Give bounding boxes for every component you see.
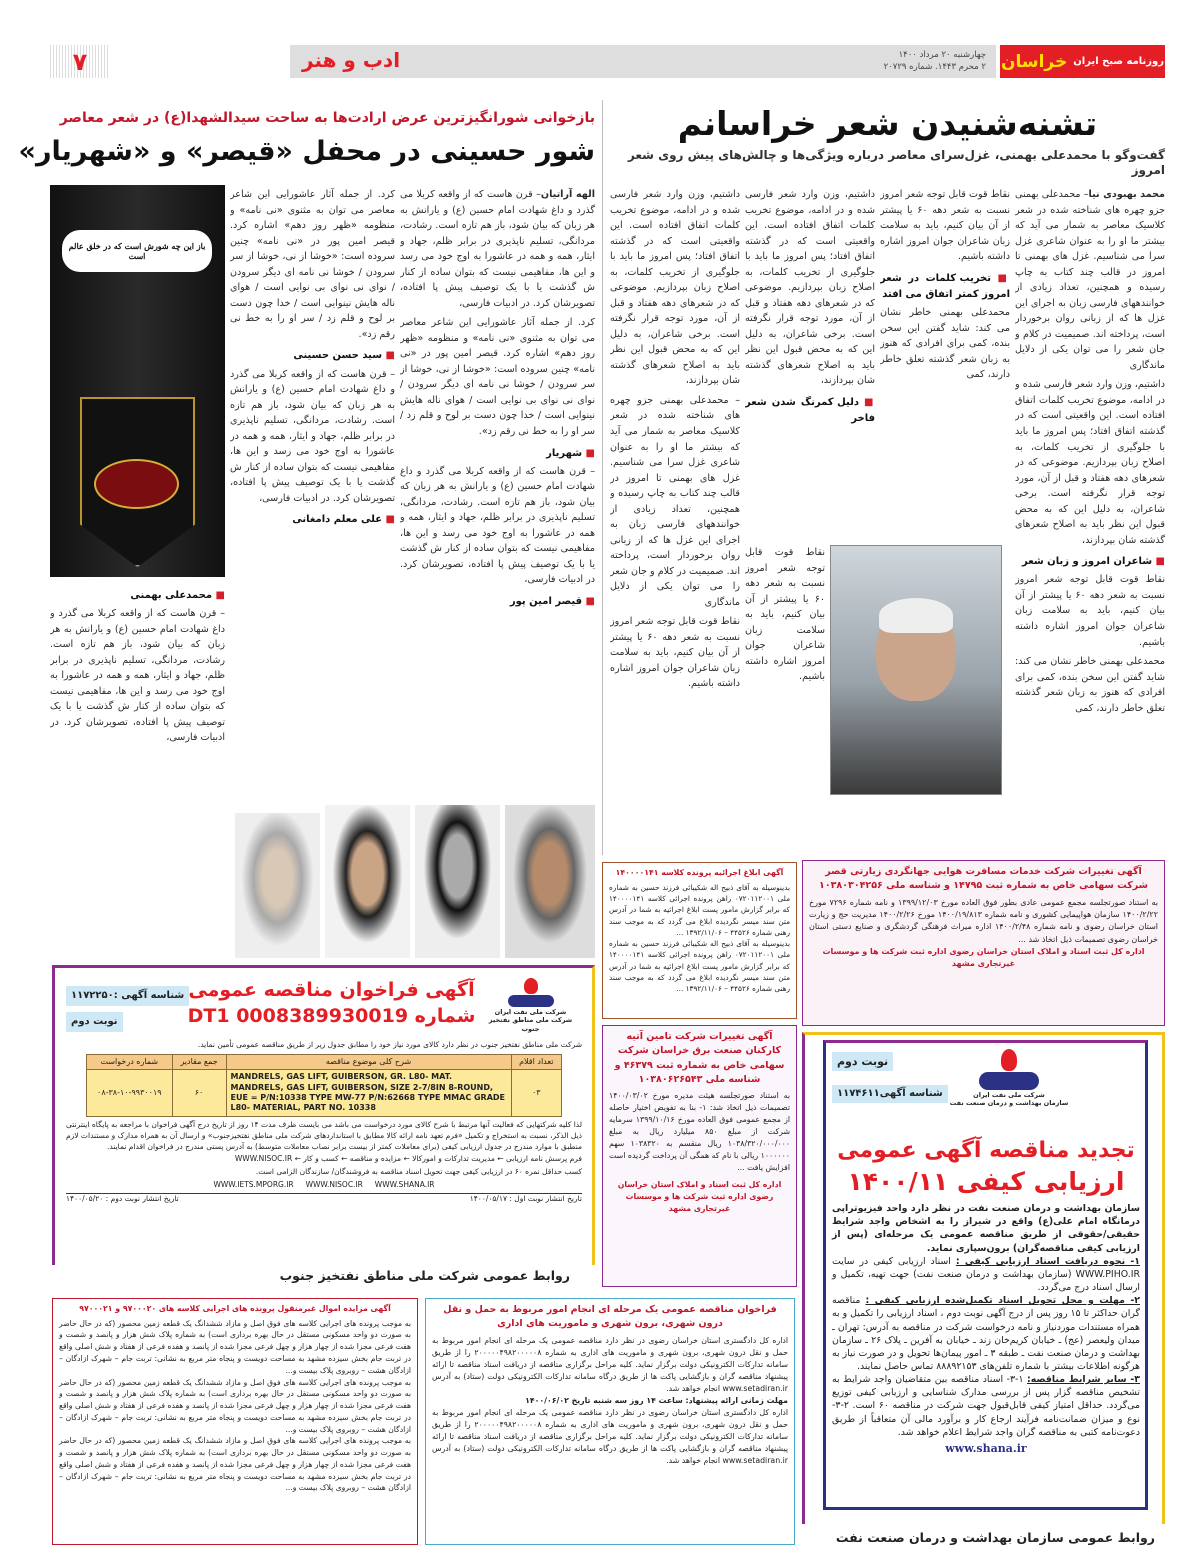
subheading: ■ دلیل کمرنگ شدن شعر فاخر xyxy=(745,395,875,427)
subheading: ■ قیصر امین پور xyxy=(400,594,595,610)
byline: محمد بهبودی نیا xyxy=(1088,189,1165,200)
ad-intro: شرکت ملی مناطق نفتخیز جنوب در نظر دارد کالای مورد نیاز خود را مطابق جدول زیر از طریق مناقصه عمومی تأمین نماید. xyxy=(197,1040,582,1049)
paragraph: نقاط قوت قابل توجه شعر امروز نسبت به شعر دهه ۶۰ یا پیشتر از آن بیان کنیم، باید به سلامت زبان شاعران جوان امروز اشاره داشته باشیم. xyxy=(745,547,825,683)
ad-websites[interactable]: WWW.IETS.MPORG.IR WWW.NISOC.IR WWW.SHANA.IR xyxy=(213,1180,435,1190)
paragraph: نقاط قوت قابل توجه شعر امروز نسبت به شعر دهه ۶۰ یا پیشتر از آن بیان کنیم، باید به سلامت زبان شاعران جوان امروز اشاره داشته باشیم. xyxy=(880,189,1010,263)
right-article-col4 xyxy=(610,187,740,855)
ad-id-badge: شناسه آگهی۱۱۷۴۶۱۱ xyxy=(832,1085,948,1103)
byline: الهه آراتیان xyxy=(540,189,595,200)
logo-text: خراسان xyxy=(1000,51,1068,72)
piho-tender-ad xyxy=(826,1043,1146,1507)
nisoc-tender-ad xyxy=(60,972,588,1264)
table-header: جمع مقادیر xyxy=(172,1054,226,1069)
left-article-col1 xyxy=(400,187,595,795)
ad-title: فراخوان مناقصه عمومی یک مرحله ای انجام امور مربوط به حمل و نقل درون شهری، برون شهری و ماموریت های اداری xyxy=(443,1304,777,1330)
paragraph: محمدعلی بهمنی خاطر نشان می کند: شاید گفتن این سخن بنده، کمی برای افرادی که هنوز به زبان شعر گذشته تعلق خاطر دارند، کمی xyxy=(880,307,1010,381)
ad-body: به موجب پرونده های اجرایی کلاسه های فوق اصل و مازاد ششدانگ یک قطعه زمین محصور (که در حال حاضر به صورت دو واحد مسکونی مستقل در حال بهره برداری است) به شماره پلاک شش هزار و پانصد و شصت و هفت فرعی مجزا شده از چهار هزار و چهل فرعی مجزا شده از پانصد و هفده فرعی از هفتاد و شش اصلی واقع در تربت جام بخش سیزده مشهد به مساحت دویست و پنجاه متر مربع به نشانی: تربت جام – شهرک ازادگان – ازادگان هشت – روبروی پلاک بیست و... xyxy=(59,1377,411,1434)
table-header: شماره درخواست xyxy=(87,1054,173,1069)
ad-body: به موجب پرونده های اجرایی کلاسه های فوق اصل و مازاد ششدانگ یک قطعه زمین محصور (که در حال حاضر به صورت دو واحد مسکونی مستقل در حال بهره برداری است) به شماره پلاک شش هزار و پانصد و شصت و هفت فرعی مجزا شده از چهار هزار و چهل فرعی مجزا شده از پانصد و هفده فرعی از هفتاد و شش اصلی واقع در تربت جام بخش سیزده مشهد به مساحت دویست و پنجاه متر مربع به نشانی: تربت جام – شهرک ازادگان – ازادگان هشت – روبروی پلاک بیست و... xyxy=(59,1436,411,1493)
subheading: ■ سید حسن حسینی xyxy=(230,348,395,364)
ad-body: مناقصه گران حداکثر تا ۱۵ روز پس از درج آگهی نوبت دوم ، اسناد ارزیابی را تکمیل و به همراه مستندات موردنیاز و نامه درخواست شرکت در مناقصه به آدرس: تهران ـ میدان ولیعصر (عج) ـ خیابان کریم‌خان زند ـ خیابان به آفرین ـ پلاک ۲۶ ـ سازمان بهداشت و درمان صنعت نفت ـ طبقه ۳ ـ امور پیمان‌ها تحویل و در صورت نیاز به هرگونه اطلاعات بیشتر با شماره تلفن‌های ۸۸۸۹۲۱۵۳ تماس حاصل نمایند. xyxy=(832,1295,1140,1372)
nisoc-ad-footer: روابط عمومی شرکت ملی مناطق نفتخیز جنوب xyxy=(279,1268,570,1283)
ad-path: فرم پرسش نامه ارزیابی ← مدیریت تدارکات و امورکالا ← مزایده و مناقصه ← کسب و کار ← WWW.NISOC.IR xyxy=(234,1154,582,1164)
ad-body: بدینوسیله به آقای ذبیح اله شکیبائی فرزند حسین به شماره ملی ۰۷۲۰۱۱۲۰۰۱ راهن پرونده اجرائی کلاسه ۱۴۰۰۰۰۱۴۱ که برابر گزارش مامور پست ابلاغ اجرائیه به شما در آدرس متن سند میسر نگردیده ابلاغ می گردد که به موجب سند رهنی شماره ۴۴۵۲۶ – ۱۳۹۲/۱۱/۰۶ ... xyxy=(609,882,790,937)
table-cell: ۰۳ xyxy=(511,1070,561,1117)
section-title: ادب و هنر xyxy=(302,48,401,72)
right-article-subtitle: گفت‌وگو با محمدعلی بهمنی، غزل‌سرای معاصر درباره ویژگی‌ها و چالش‌های پیش روی شعر امروز xyxy=(627,148,1165,177)
paragraph: – محمدعلی بهمنی جزو چهره های شناخته شده در شعر کلاسیک معاصر به شمار می آید که بیشتر ما او را به عنوان شاعری غزل سرا می شناسیم. غزل های بهمنی تا امروز در قالب چند کتاب به چاپ رسیده و همچنین، تعداد زیادی از خوانندههای فارسی زبان به اجرای این غزل ها که از زبانی روان برخوردار است، پرداخته اند. صمیمیت در کلام و جان شعر را می توان یکی از دلایل ماندگاری xyxy=(610,394,740,608)
poet-photo xyxy=(415,805,500,958)
dadgostari-tender-ad xyxy=(425,1298,795,1545)
logo-caption: شرکت ملی نفت ایران xyxy=(494,1008,567,1016)
tender-number: شماره 0008389930019 DT1 xyxy=(187,1004,476,1027)
table-header: تعداد اقلام xyxy=(511,1054,561,1069)
logo-caption: شرکت ملی مناطق نفتخیز جنوب xyxy=(488,1016,573,1033)
paragraph: محمدعلی بهمنی خاطر نشان می کند: شاید گفتن این سخن بنده، کمی برای افرادی که هنوز به زبان شعر گذشته تعلق خاطر دارند، کمی xyxy=(1015,656,1165,714)
ad-round-badge: نوبت دوم xyxy=(66,1012,123,1032)
right-article-col2 xyxy=(880,187,1010,540)
ad-body: اداره کل دادگستری استان خراسان رضوی در نظر دارد مناقصه عمومی یک مرحله ای انجام امور مربوط به حمل و نقل درون شهری، برون شهری و ماموریت های اداری به شماره ۲۰۰۰۰۰۴۹۸۲۰۰۰۰۰۸ را از طریق سامانه تدارکات الکترونیکی دولت برگزار نماید. کلیه مراحل برگزاری مناقصه از دریافت اسناد مناقصه تا ارائه پیشنهاد مناقصه گران و بازگشایی پاکت ها از طریق درگاه سامانه تدارکات الکترونیکی دولت (ستاد) به آدرس www.setadiran.ir انجام خواهد شد. xyxy=(432,1407,788,1466)
ad-body: کسب حداقل نمره ۶۰ در ارزیابی کیفی جهت تحویل اسناد مناقصه به فروشندگان/ سازندگان الزامی است. xyxy=(255,1167,582,1177)
ad-body: بدینوسیله به آقای ذبیح اله شکیبائی فرزند حسین به شماره ملی ۰۷۲۰۱۱۲۰۰۱ راهن پرونده اجرائی کلاسه ۱۴۰۰۰۰۱۴۱ که برابر گزارش مامور پست ابلاغ اجرائیه به شما در آدرس متن سند میسر نگردیده ابلاغ می گردد که به موجب سند رهنی شماره ۴۴۵۲۶ – ۱۳۹۲/۱۱/۰۶ ... xyxy=(609,939,790,994)
ad-title-number: ارزیابی کیفی ۱۴۰۰/۱۱ xyxy=(847,1166,1125,1196)
nioc-logo xyxy=(483,978,578,1033)
newspaper-logo xyxy=(1000,45,1165,78)
paragraph: – قرن هاست که از واقعه کربلا می گذرد و داغ شهادت امام حسین (ع) و یارانش به هر زبان که بیان شود، باز هم تازه است. رشادت، مردانگی، تسلیم ناپذیری در برابر ظلم، جهاد و ایثار، همه و همه در عاشورا به اوج خود می رسد و این ها، مفاهیمی نیست که بتوان ساده از کنار ش گذشت یا با یک توصیف پیش پا افتاده، تصویرشان کرد. در ادبیات فارسی، xyxy=(50,608,225,744)
ad-deadline: مهلت زمانی ارائه پیشنهاد: ساعت ۱۴ روز سه شنبه تاریخ ۱۴۰۰/۰۶/۰۲ xyxy=(525,1395,788,1405)
right-article-col3 xyxy=(745,187,875,540)
section-heading: ۳- سایر شرایط مناقصه: xyxy=(1027,1374,1141,1386)
paragraph: نقاط قوت قابل توجه شعر امروز نسبت به شعر دهه ۶۰ یا پیشتر از آن بیان کنیم، باید به سلامت زبان شاعران جوان امروز اشاره داشته باشیم. xyxy=(1015,574,1165,648)
header-bar xyxy=(290,45,996,78)
column-divider xyxy=(602,100,603,855)
ad-website[interactable]: www.shana.ir xyxy=(945,1441,1027,1455)
ad-title: آگهی تغییرات شرکت تامین آتیه کارکنان صنعت برق خراسان شرکت سهامی خاص به شماره ثبت ۴۶۳۷۹ و شناسه ملی ۱۰۳۸۰۶۲۶۵۴۳ xyxy=(614,1031,785,1085)
tender-table xyxy=(86,1054,562,1117)
ad-id-badge: شناسه آگهی :۱۱۷۲۲۵۰ xyxy=(66,986,189,1006)
left-article-col3 xyxy=(50,582,225,802)
table-cell: ۶۰ xyxy=(172,1070,226,1117)
flame-icon xyxy=(1001,1049,1017,1071)
poet-photo xyxy=(325,805,410,958)
subheading: ■ علی معلم دامغانی xyxy=(230,512,395,528)
left-article-title: شور حسینی در محفل «قیصر» و «شهریار» xyxy=(18,136,595,167)
left-article-col2 xyxy=(230,187,395,795)
ad-round-badge: نوبت دوم xyxy=(832,1052,893,1071)
flag-banner-icon xyxy=(80,397,195,567)
paragraph: داشتیم، وزن وارد شعر فارسی شده و در ادامه، موضوع تخریب کلمات اتفاق افتاده است. این واقعیتی است که در گذشته اتفاق افتاد؛ پس امروز ما باید با جلوگیری از تخریب کلمات، به اصلاح زبان بپردازیم. موضوعی که در شعرهای دهه هفتاد و قبل از آن، مورد توجه قرار نگرفته است. برخی شاعران، به دلیل این که به محض قبول این نظر باید به اصلاح شعرهای گذشته شان بپردازند، xyxy=(1015,379,1165,546)
company-changes-ad xyxy=(602,1025,797,1287)
ad-title: آگهی ابلاغ اجرائیه پرونده کلاسه ۱۴۰۰۰۰۱۴۱ xyxy=(615,868,784,877)
ad-subtitle: شرکت سهامی خاص به شماره ثبت ۱۴۷۹۵ و شناسه ملی ۱۰۳۸۰۳۰۴۲۵۶ xyxy=(819,880,1148,892)
right-article-col3-lower xyxy=(745,545,825,855)
paragraph: نقاط قوت قابل توجه شعر امروز نسبت به شعر دهه ۶۰ یا پیشتر از آن بیان کنیم، باید به سلامت زبان شاعران جوان امروز اشاره داشته باشیم. xyxy=(610,616,740,690)
auction-ad xyxy=(52,1298,418,1545)
issue-line: ۲ محرم ۱۴۴۳. شماره ۲۰۷۲۹ xyxy=(883,61,986,72)
section-heading: ۱- نحوه دریافت اسناد ارزیابی کیفی : xyxy=(955,1255,1140,1267)
ad-title: آگهی فراخوان مناقصه عمومی xyxy=(188,979,475,1001)
paragraph: – قرن هاست که از واقعه کربلا می گذرد و داغ شهادت امام حسین (ع) و یارانش به هر زبان که بیان شود، باز هم تازه است. رشادت، مردانگی، تسلیم ناپذیری در برابر ظلم، جهاد و ایثار، همه و همه در عاشورا به اوج خود می رسد و این ها، مفاهیمی نیست که بتوان ساده از کنار ش گذشت یا با یک توصیف پیش پا افتاده، تصویرشان کرد. در ادبیات فارسی، xyxy=(400,465,595,586)
ad-title: آگهی مزایده اموال غیرمنقول پرونده های اجرایی کلاسه های ۹۷۰۰۰۲۰ و ۹۷۰۰۰۲۱ xyxy=(79,1304,391,1313)
muharram-banner-image xyxy=(50,185,225,577)
subheading: ■ محمدعلی بهمنی xyxy=(50,588,225,604)
paragraph: داشتیم، وزن وارد شعر فارسی شده و در ادامه، موضوع تخریب کلمات اتفاق افتاده است. این واقعیتی است که در گذشته اتفاق افتاد؛ پس امروز ما باید با جلوگیری از تخریب کلمات، به اصلاح زبان بپردازیم. موضوعی که در شعرهای دهه هفتاد و قبل از آن، مورد توجه قرار نگرفته است. برخی شاعران، به دلیل این که به محض قبول این نظر باید به اصلاح شعرهای گذشته شان بپردازند، xyxy=(745,189,875,387)
ad-body: به موجب پرونده های اجرایی کلاسه های فوق اصل و مازاد ششدانگ یک قطعه زمین محصور (که در حال حاضر به صورت دو واحد مسکونی مستقل در حال بهره برداری است) به شماره پلاک شش هزار و پانصد و شصت و هفت فرعی مجزا شده از چهار هزار و چهل فرعی مجزا شده از پانصد و هفده فرعی از هفتاد و شش اصلی واقع در تربت جام بخش سیزده مشهد به مساحت دویست و پنجاه متر مربع به نشانی: تربت جام – شهرک ازادگان – ازادگان هشت – روبروی پلاک بیست و... xyxy=(59,1318,411,1375)
ad-footer: اداره کل ثبت اسناد و املاک استان خراسان رضوی اداره ثبت شرکت ها و موسسات غیرتجاری مشهد xyxy=(617,1179,782,1213)
poets-photo-strip xyxy=(235,805,595,958)
logo-caption: سازمان بهداشت و درمان صنعت نفت xyxy=(949,1099,1069,1108)
execution-notice-ad xyxy=(602,862,797,1019)
subheading: ■ شهریار xyxy=(400,446,595,462)
paragraph: – قرن هاست که از واقعه کربلا می گذرد و داغ شهادت امام حسین (ع) و یارانش به هر زبان که بیان شود، باز هم تازه است. رشادت، مردانگی، تسلیم ناپذیری در برابر ظلم، جهاد و ایثار، همه و همه در عاشورا به اوج خود می رسد و این ها، مفاهیمی نیست که بتوان ساده از کنار ش گذشت یا با یک توصیف پیش پا افتاده، تصویرشان کرد. در ادبیات فارسی، xyxy=(230,368,395,504)
qasr-company-ad xyxy=(802,860,1165,1026)
bahmani-portrait-photo xyxy=(830,545,1002,795)
ad-title: تجدید مناقصه آگهی عمومی xyxy=(837,1138,1135,1163)
paragraph: کرد. از جمله آثار عاشورایی این شاعر معاصر می توان به مثنوی «نی نامه» و منظومه «ظهر روز دهم» اشاره کرد. قیصر امین پور در «نی نامه» چنین سروده است: «خوشا از نی، خوشا از سر سرودن / خوشا نی نامه ای دیگر سرودن / نوای نی نوای بی نوایی است / هوای ناله هایش نینوایی است / خدا چون دست بر لوح و قلم زد / سر او را به خط نی رقم زد». xyxy=(400,317,595,437)
table-header: شرح کلی موضوع مناقصه xyxy=(226,1054,511,1069)
subheading: ■ تخریب کلمات در شعر امروز کمتر اتفاق می افتد xyxy=(880,271,1010,303)
banner-calligraphy: باز این چه شورش است که در خلق عالم است xyxy=(68,241,206,261)
ad-footer: اداره کل ثبت اسناد و املاک استان خراسان رضوی اداره ثبت شرکت ها و موسسات غیرتجاری مشهد xyxy=(822,947,1145,969)
publish-date: تاریخ انتشار نوبت دوم : ۱۴۰۰/۰۵/۲۰ xyxy=(66,1194,179,1204)
logo-subtitle: روزنامه صبح ایران xyxy=(1073,56,1165,67)
right-article-col1 xyxy=(1015,187,1165,855)
ad-body: به استناد صورتجلسه مجمع عمومی عادی بطور فوق العاده مورخ ۱۳۹۹/۱۲/۰۳ و نامه شماره ۷۲۹۶ مورخ ۱۴۰۰/۲/۲۲ سازمان هواپیمایی کشوری و نامه شماره ۱۴۰۰/۱۹/۸۱۳ مورخ ۱۴۰۰/۲/۲۶ مدیریت حج و زیارت استان خراسان رضوی و نامه شماره ۱۴۰۰/۲/۴۸ اداره میراث فرهنگی گردشگری و صنایع دستی استان خراسان رضوی تصمیمات ذیل اتخاذ شد ... xyxy=(809,897,1159,944)
ad-intro: سازمان بهداشت و درمان صنعت نفت در نظر دارد واحد فیزیوتراپی درمانگاه امام علی(ع) واقع در شیراز را به اشخاص واجد شرایط حقیقی/حقوقی از طریق مناقصه عمومی یک مرحله‌ای (پس از ارزیابی کیفی مناقصه‌گران) برون‌سپاری نماید. xyxy=(832,1203,1140,1254)
nioc-logo xyxy=(944,1049,1074,1108)
date-line: چهارشنبه ۲۰ مرداد ۱۴۰۰ xyxy=(898,50,986,60)
ad-body: ۱-۳- اسناد مناقصه بین متقاضیان واجد شرایط به تشخیص مناقصه گزار پس از بررسی مدارک شناسایی و ارزیابی کیفی توزیع می‌گردد. حداقل امتیاز کیفی قابل‌قبول جهت شرکت در مناقصه ۶۰ است. ۲-۳- نوع و میزان ضمانت‌نامه فرآیند ارجاع کار و برآورد مالی آن متعاقباً از طریق دعوت‌نامه کتبی به مناقصه گران واجد شرایط اعلام خواهد شد. xyxy=(832,1374,1140,1438)
subheading: ■ شاعران امروز و زبان شعر xyxy=(1015,554,1165,570)
table-cell: ۰۸-۳۸-۱۰-۹۹۳۰۰۱۹ xyxy=(87,1070,173,1117)
poet-photo xyxy=(235,813,320,958)
table-cell: MANDRELS, GAS LIFT, GUIBERSON, GR. L80- MAT. MANDRELS, GAS LIFT, GUIBERSON, SIZE 2-7/8IN 8-ROUND, EUE = P/N:10338 TYPE MW-77 P/N:62668 TYPE MMAC GRADE L80- MATERIAL, PART NO. 10338 xyxy=(226,1070,511,1117)
page-number: ۷ xyxy=(50,45,110,78)
ad-title: آگهی تغییرات شرکت خدمات مسافرت هوایی جهانگردی زیارتی قصر xyxy=(825,866,1142,877)
piho-ad-footer: روابط عمومی سازمان بهداشت و درمان صنعت نفت xyxy=(835,1530,1155,1545)
section-heading: ۲- مهلت و محل تحویل اسناد تکمیل‌شده ارزیابی کیفی : xyxy=(865,1295,1140,1307)
paragraph: – محمدعلی بهمنی جزو چهره های شناخته شده در شعر کلاسیک معاصر به شمار می آید که بیشتر ما او را به عنوان شاعری غزل سرا می شناسیم. غزل های بهمنی تا امروز در قالب چند کتاب به چاپ رسیده و همچنین، تعداد زیادی از خوانندههای فارسی زبان به اجرای این غزل ها که از زبانی روان برخوردار است، پرداخته اند. صمیمیت در کلام و جان شعر را می توان یکی از دلایل ماندگاری xyxy=(1015,189,1165,371)
right-article-title: تشنه‌شنیدن شعر خراسانم xyxy=(677,104,1098,143)
ad-body: اسناد ارزیابی کیفی در سایت WWW.PIHO.IR (سازمان بهداشت و درمان صنعت نفت) جهت تهیه، تکمیل و ارسال اسناد درج می‌گردد. xyxy=(832,1255,1140,1294)
paragraph: – قرن هاست که از واقعه کربلا می گذرد و داغ شهادت امام حسین (ع) و یارانش به هر زبان که بیان شود، باز هم تازه است. رشادت، مردانگی، تسلیم ناپذیری در برابر ظلم، جهاد و ایثار، همه و همه در عاشورا به اوج خود می رسد و این ها، مفاهیمی نیست که بتوان ساده از کنار ش گذشت یا با یک توصیف پیش پا افتاده، تصویرشان کرد. در ادبیات فارسی، xyxy=(400,189,595,309)
poet-photo xyxy=(505,805,595,958)
publish-date: تاریخ انتشار نوبت اول : ۱۴۰۰/۰۵/۱۷ xyxy=(469,1194,582,1204)
logo-caption: شرکت ملی نفت ایران xyxy=(973,1091,1045,1099)
flame-icon xyxy=(524,978,538,994)
ad-body: به استناد صورتجلسه هیئت مدیره مورخ ۱۴۰۰/۰۳/۰۲ تصمیمات ذیل اتخاذ شد: ۱- بنا به تفویض اختیار حاصله از مجمع عمومی فوق العاده مورخ ۱۳۹۹/۱۰/۱۶ سرمایه شرکت از مبلغ ۸۵۰ میلیارد ریال به مبلغ ۱۰۳۸/۳۲۰/۰۰۰/۰۰۰ ریال منقسم به ۱۰۳۸۳۲۰ سهم ۱۰۰۰۰۰۰ ریالی با نام که همگی آن پرداخت گردیده است افزایش یافت ... xyxy=(609,1091,791,1173)
ad-body: لذا کلیه شرکتهایی که فعالیت آنها مرتبط با شرح کالای مورد درخواست می باشد می بایست ظرف مدت ۱۴ روز از تاریخ درج آگهی فراخوان با مراجعه به پایگاه اینترنتی ذیل الذکر، نسبت به استخراج و تکمیل «فرم تعهد نامه ارائه کالا مطابق با استانداردهای شرکت ملی مناطق نفتخیزجنوب» و ارسال آن به همراه مدارک و مستندات لازم منطبق با موارد مندرج در جدول ارزیابی کیفی (برای معاملات کمتر از بیست برابر نصاب معاملات متوسط) به آدرس پستی مندرج در فراخوان اقدام نمایند. xyxy=(66,1119,582,1151)
paragraph: داشتیم، وزن وارد شعر فارسی شده و در ادامه، موضوع تخریب کلمات اتفاق افتاده است. این واقعیتی است که در گذشته اتفاق افتاد؛ پس امروز ما باید با جلوگیری از تخریب کلمات، به اصلاح زبان بپردازیم. موضوعی که در شعرهای دهه هفتاد و قبل از آن، مورد توجه قرار نگرفته است. برخی شاعران، به دلیل این که به محض قبول این نظر باید به اصلاح شعرهای گذشته شان بپردازند، xyxy=(610,189,740,387)
ad-body: اداره کل دادگستری استان خراسان رضوی در نظر دارد مناقصه عمومی یک مرحله ای انجام امور مربوط به حمل و نقل درون شهری، برون شهری و ماموریت های اداری به شماره ۲۰۰۰۰۰۴۹۸۲۰۰۰۰۰۸ را از طریق سامانه تدارکات الکترونیکی دولت برگزار نماید. کلیه مراحل برگزاری مناقصه از دریافت اسناد مناقصه تا ارائه پیشنهاد مناقصه گران و بازگشایی پاکت ها از طریق درگاه سامانه تدارکات الکترونیکی دولت (ستاد) به آدرس www.setadiran.ir انجام خواهد شد. xyxy=(432,1335,788,1393)
paragraph: کرد. از جمله آثار عاشورایی این شاعر معاصر می توان به مثنوی «نی نامه» و منظومه «ظهر روز دهم» اشاره کرد. قیصر امین پور در «نی نامه» چنین سروده است: «خوشا از نی، خوشا از سر سرودن / خوشا نی نامه ای دیگر سرودن / نوای نی نوای بی نوایی است / هوای ناله هایش نینوایی است / خدا چون دست بر لوح و قلم زد / سر او را به خط نی رقم زد». xyxy=(230,189,395,340)
left-article-kicker: بازخوانی شورانگیزترین عرض ارادت‌ها به ساحت سیدالشهدا(ع) در شعر معاصر xyxy=(59,110,595,126)
